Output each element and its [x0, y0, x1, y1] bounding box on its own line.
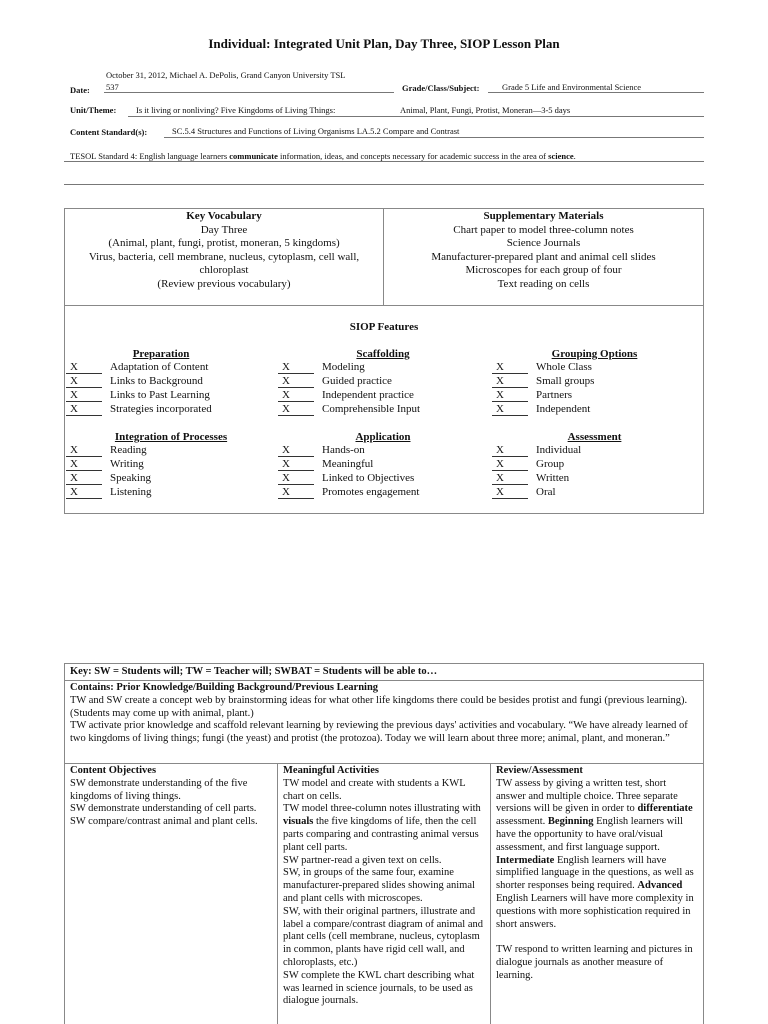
checklist-row: X Listening: [66, 486, 276, 500]
meaningful-activities-cell: [278, 764, 490, 1009]
checklist-row: X Whole Class: [492, 361, 697, 375]
vocab-line: Day Three: [200, 223, 248, 236]
supplementary-materials: [384, 210, 703, 291]
review-paragraph: TW respond to written learning and pictures in dialogue journals as another measure of learning.: [496, 944, 693, 981]
vocab-bottom-rule: [64, 305, 704, 306]
checklist-row: X Written: [492, 472, 697, 486]
materials-line: Chart paper to model three-column notes: [453, 223, 634, 236]
scaffolding-heading: Scaffolding: [356, 348, 410, 360]
check-mark: X: [66, 486, 102, 499]
checklist-row: X Speaking: [66, 472, 276, 486]
check-mark: X: [278, 486, 314, 499]
checklist-row: X Linked to Objectives: [278, 472, 488, 486]
meaningful-activities-heading: Meaningful Activities: [283, 765, 379, 776]
page-title: Individual: Integrated Unit Plan, Day Three, SIOP Lesson Plan: [208, 36, 560, 51]
activity-item: SW partner-read a given text on cells.: [283, 854, 442, 866]
check-mark: X: [66, 472, 102, 485]
application-group: [278, 430, 488, 500]
review-paragraph: TW assess by giving a written test, short answer and multiple choice. Three separate versions will be given in order to differentiate assessment. Beginning English learners will have the opportunity to have oral/visual assessment, and first language support. Intermediate English learners will have simplified language in the questions, as well as shorter responses being required. Advanced English Learners will have more complexity in questions with more sophistication required in short answers.: [496, 777, 694, 930]
check-mark: X: [66, 458, 102, 471]
checklist-row: X Independent practice: [278, 389, 488, 403]
objective-item: SW demonstrate understanding of the five kingdoms of living things.: [70, 777, 248, 802]
objective-item: SW demonstrate understanding of cell parts.: [70, 803, 257, 815]
check-mark: X: [278, 403, 314, 416]
content-objectives-heading: Content Objectives: [70, 765, 157, 776]
grouping-options-heading: Grouping Options: [551, 348, 638, 360]
check-mark: X: [278, 389, 314, 402]
supplementary-materials-heading: Supplementary Materials: [483, 210, 604, 222]
content-objectives-cell: [65, 764, 277, 830]
standards-label: Content Standard(s):: [70, 127, 148, 137]
materials-line: Microscopes for each group of four: [465, 264, 622, 276]
checklist-row: X Oral: [492, 486, 697, 500]
integration-group: [66, 430, 276, 500]
standards-value: SC.5.4 Structures and Functions of Living Organisms LA.5.2 Compare and Contrast: [172, 126, 460, 136]
preparation-group: [66, 347, 256, 417]
check-mark: X: [66, 389, 102, 402]
check-mark: X: [492, 458, 528, 471]
checklist-row: X Links to Background: [66, 375, 256, 389]
checklist-row: X Reading: [66, 444, 276, 458]
vocab-line: chloroplast: [199, 264, 249, 276]
grouping-options-group: [492, 347, 697, 417]
check-mark: X: [278, 444, 314, 457]
activity-item: TW model and create with students a KWL chart on cells.: [283, 777, 466, 802]
lesson-table: [64, 663, 704, 1024]
checklist-row: X Strategies incorporated: [66, 403, 256, 417]
check-mark: X: [66, 444, 102, 457]
materials-line: Text reading on cells: [497, 277, 590, 290]
checklist-row: X Comprehensible Input: [278, 403, 488, 417]
checklist-row: X Group: [492, 458, 697, 472]
checklist-row: X Individual: [492, 444, 697, 458]
check-mark: X: [492, 444, 528, 457]
key-vocabulary-heading: Key Vocabulary: [186, 210, 262, 222]
tesol-underline: [64, 161, 704, 162]
key-vocabulary: [65, 210, 383, 291]
review-assessment-heading: Review/Assessment: [496, 765, 583, 776]
vocab-line: Virus, bacteria, cell membrane, nucleus, cytoplasm, cell wall,: [88, 250, 360, 263]
check-mark: X: [278, 375, 314, 388]
materials-line: Manufacturer-prepared plant and animal cell slides: [431, 250, 656, 263]
integration-heading: Integration of Processes: [114, 431, 228, 443]
unit-label: Unit/Theme:: [70, 105, 117, 115]
prior-knowledge-section: [65, 681, 703, 747]
vocab-line: (Animal, plant, fungi, protist, moneran, 5 kingdoms): [108, 237, 340, 249]
materials-line: Science Journals: [506, 237, 581, 249]
preparation-heading: Preparation: [132, 348, 190, 360]
standards-underline: [164, 137, 704, 138]
checklist-row: X Modeling: [278, 361, 488, 375]
activity-item: SW, in groups of the same four, examine manufacturer-prepared slides showing animal and plant cells with microscopes.: [283, 867, 475, 904]
activity-item: SW complete the KWL chart describing what was learned in science journals, to be used as dialogue journals.: [283, 969, 475, 1007]
check-mark: X: [66, 403, 102, 416]
checklist-row: X Guided practice: [278, 375, 488, 389]
siop-features-heading: SIOP Features: [349, 321, 419, 333]
scaffolding-group: [278, 347, 488, 417]
assessment-group: [492, 430, 697, 500]
tesol-standard: TESOL Standard 4: English language learners communicate information, ideas, and concepts necessary for academic success in the area of science.: [70, 151, 576, 161]
grade-underline: [488, 92, 704, 93]
blank-underline: [64, 184, 704, 185]
checklist-row: X Writing: [66, 458, 276, 472]
prior-knowledge-paragraph: TW and SW create a concept web by brainstorming ideas for what other life kingdoms there could be besides protist and fungi (previous learning). (Students may come up with animal, plant.): [70, 694, 688, 719]
unit-underline: [128, 116, 704, 117]
checklist-row: X Independent: [492, 403, 697, 417]
activity-item: SW, with their original partners, illustrate and label a compare/contrast diagram of animal and plant cells (cell membrane, nucleus, cytoplasm in common, plants have rigid cell wall, and chloroplasts, etc.): [283, 905, 483, 968]
check-mark: X: [66, 361, 102, 374]
unit-value-2: Animal, Plant, Fungi, Protist, Moneran—3-5 days: [400, 105, 571, 115]
review-assessment-cell: [491, 764, 703, 984]
checklist-row: X Links to Past Learning: [66, 389, 256, 403]
checklist-row: X Meaningful: [278, 458, 488, 472]
check-mark: X: [278, 361, 314, 374]
activity-item: TW model three-column notes illustrating with visuals the five kingdoms of life, then the cell parts comparing and contrasting animal versus plant cell parts.: [283, 803, 481, 853]
checklist-row: X Adaptation of Content: [66, 361, 256, 375]
assessment-heading: Assessment: [567, 431, 622, 443]
checklist-row: X Partners: [492, 389, 697, 403]
grade-label: Grade/Class/Subject:: [402, 83, 480, 93]
checklist-row: X Promotes engagement: [278, 486, 488, 500]
check-mark: X: [492, 375, 528, 388]
date-value-line1: October 31, 2012, Michael A. DePolis, Grand Canyon University TSL: [106, 70, 346, 80]
check-mark: X: [492, 472, 528, 485]
application-heading: Application: [355, 431, 411, 443]
unit-value: Is it living or nonliving? Five Kingdoms of Living Things:: [136, 105, 336, 115]
check-mark: X: [492, 403, 528, 416]
prior-knowledge-paragraph: TW activate prior knowledge and scaffold relevant learning by reviewing the previous days' activities and vocabulary. “We have already learned of two kingdoms of living things; fungi (the yeast) and protist (the protozoa). Today we will learn about three more; animal, plant, and moneran.”: [70, 720, 688, 745]
checklist-row: X Hands-on: [278, 444, 488, 458]
date-value-line2: 537: [106, 82, 119, 92]
objective-item: SW compare/contrast animal and plant cells.: [70, 816, 258, 828]
check-mark: X: [492, 361, 528, 374]
date-underline: [104, 92, 394, 93]
date-label: Date:: [70, 85, 90, 95]
vocab-line: (Review previous vocabulary): [157, 277, 291, 290]
check-mark: X: [492, 486, 528, 499]
grade-value: Grade 5 Life and Environmental Science: [502, 82, 642, 92]
check-mark: X: [278, 458, 314, 471]
check-mark: X: [492, 389, 528, 402]
checklist-row: X Small groups: [492, 375, 697, 389]
check-mark: X: [278, 472, 314, 485]
check-mark: X: [66, 375, 102, 388]
key-legend: Key: SW = Students will; TW = Teacher will; SWBAT = Students will be able to…: [70, 666, 438, 677]
prior-knowledge-heading: Contains: Prior Knowledge/Building Background/Previous Learning: [70, 682, 379, 693]
